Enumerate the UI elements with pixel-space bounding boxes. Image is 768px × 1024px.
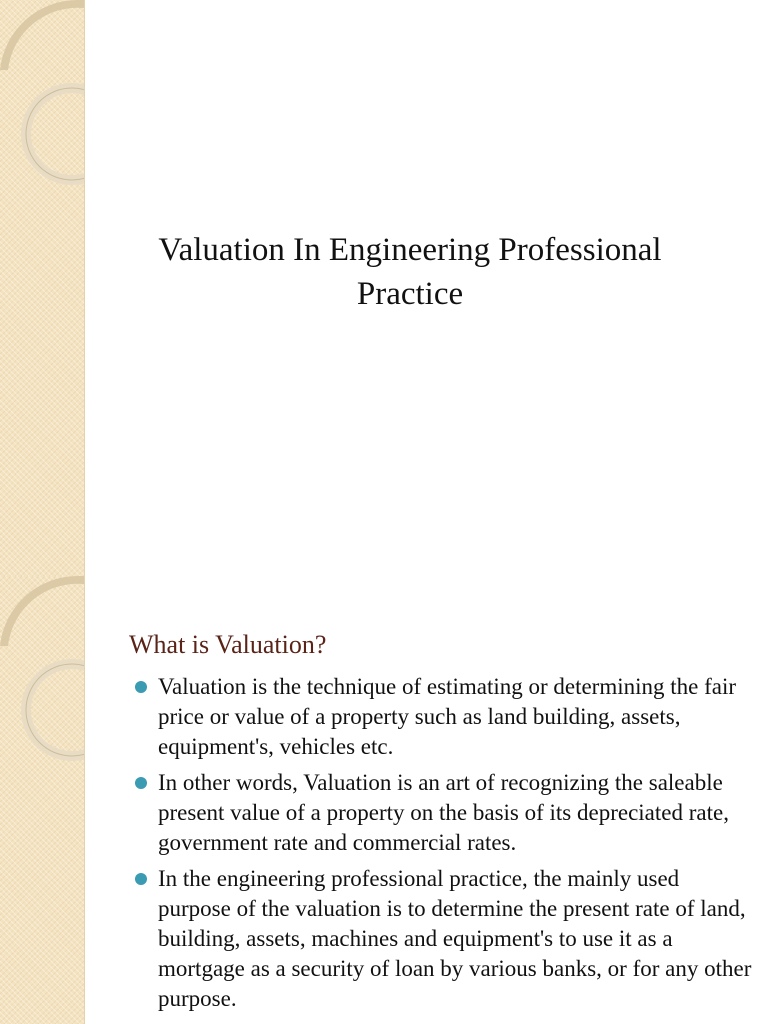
section-heading: What is Valuation? bbox=[129, 630, 327, 659]
bullet-text: Valuation is the technique of estimating or determining the fair price or value of a property such as land building, assets, equipment's, vehicles etc. bbox=[158, 674, 737, 759]
list-item bbox=[133, 864, 753, 1014]
content-slide bbox=[0, 576, 768, 1024]
bullet-icon bbox=[135, 777, 147, 789]
bullet-icon bbox=[135, 873, 147, 885]
list-item bbox=[133, 768, 753, 858]
title-line-2: Practice bbox=[356, 276, 464, 312]
slide-title bbox=[120, 228, 700, 316]
bullet-icon bbox=[135, 681, 147, 693]
bullet-list bbox=[133, 672, 753, 1020]
decorative-side-panel bbox=[0, 0, 85, 576]
decorative-circles-icon bbox=[0, 0, 84, 200]
bullet-text: In the engineering professional practice, the mainly used purpose of the valuation is to determine the present rate of land, building, assets, machines and equipment's to use it as a mortgage as a security of loan by various banks, or for any other purpose. bbox=[158, 866, 752, 1011]
bullet-text: In other words, Valuation is an art of recognizing the saleable present value of a property on the basis of its depreciated rate, government rate and commercial rates. bbox=[158, 770, 729, 855]
list-item bbox=[133, 672, 753, 762]
decorative-circles-icon bbox=[0, 576, 84, 776]
decorative-side-panel bbox=[0, 576, 85, 1024]
title-line-1: Valuation In Engineering Professional bbox=[158, 232, 662, 268]
